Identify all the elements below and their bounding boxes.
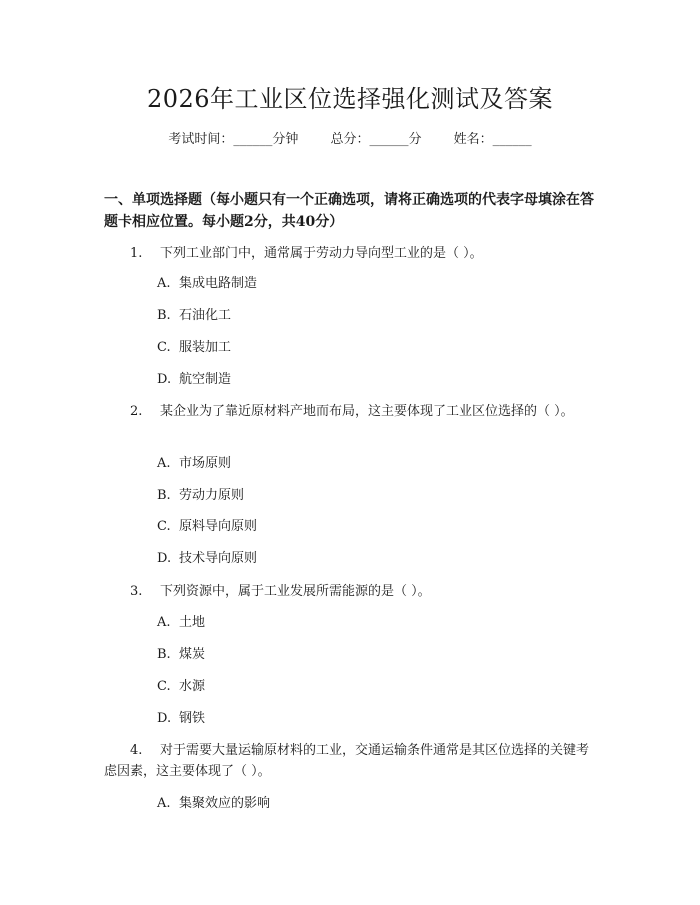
option-label: D. bbox=[157, 711, 172, 726]
exam-meta bbox=[0, 130, 700, 150]
option-4a bbox=[157, 794, 270, 814]
option-3b bbox=[157, 645, 205, 665]
question-text: 下列资源中，属于工业发展所需能源的是（ ）。 bbox=[160, 584, 431, 599]
question-1 bbox=[104, 243, 598, 264]
option-text: 钢铁 bbox=[179, 711, 206, 726]
option-text: 市场原则 bbox=[179, 456, 232, 471]
exam-name: 姓名：______ bbox=[453, 132, 532, 147]
option-label: C. bbox=[157, 519, 171, 534]
option-text: 集成电路制造 bbox=[179, 276, 258, 291]
option-label: A. bbox=[157, 456, 171, 471]
option-2b bbox=[157, 486, 244, 506]
question-number: 3. bbox=[130, 584, 143, 599]
question-text: 下列工业部门中，通常属于劳动力导向型工业的是（ ）。 bbox=[160, 246, 483, 261]
question-2 bbox=[104, 401, 598, 422]
option-label: D. bbox=[157, 551, 172, 566]
option-text: 技术导向原则 bbox=[179, 551, 258, 566]
option-label: D. bbox=[157, 372, 172, 387]
option-text: 煤炭 bbox=[179, 647, 206, 662]
option-text: 航空制造 bbox=[179, 372, 232, 387]
option-text: 服装加工 bbox=[179, 340, 232, 355]
option-1a bbox=[157, 274, 257, 294]
option-1b bbox=[157, 306, 231, 326]
option-2d bbox=[157, 549, 257, 569]
option-label: B. bbox=[157, 647, 171, 662]
option-2c bbox=[157, 517, 257, 537]
option-text: 劳动力原则 bbox=[179, 488, 245, 503]
option-text: 土地 bbox=[179, 615, 206, 630]
option-label: C. bbox=[157, 679, 171, 694]
question-text: 某企业为了靠近原材料产地而布局，这主要体现了工业区位选择的（ ）。 bbox=[160, 404, 574, 419]
option-label: A. bbox=[157, 796, 171, 811]
question-3 bbox=[104, 581, 598, 602]
option-1c bbox=[157, 338, 231, 358]
exam-score: 总分：______分 bbox=[330, 132, 422, 147]
option-text: 集聚效应的影响 bbox=[179, 796, 271, 811]
option-text: 石油化工 bbox=[179, 308, 232, 323]
option-label: A. bbox=[157, 615, 171, 630]
section-heading: 一、单项选择题（每小题只有一个正确选项，请将正确选项的代表字母填涂在答题卡相应位置。每小题2分，共40分） bbox=[104, 192, 594, 230]
option-text: 水源 bbox=[179, 679, 206, 694]
option-3c bbox=[157, 677, 205, 697]
question-number: 1. bbox=[130, 246, 143, 261]
exam-time: 考试时间：______分钟 bbox=[168, 132, 299, 147]
option-1d bbox=[157, 370, 231, 390]
option-label: C. bbox=[157, 340, 171, 355]
option-2a bbox=[157, 454, 231, 474]
question-number: 4. bbox=[130, 743, 143, 758]
document-title: 2026年工业区位选择强化测试及答案 bbox=[146, 85, 554, 113]
option-3d bbox=[157, 709, 205, 729]
option-label: A. bbox=[157, 276, 171, 291]
question-number: 2. bbox=[130, 404, 143, 419]
option-label: B. bbox=[157, 488, 171, 503]
question-text: 对于需要大量运输原材料的工业，交通运输条件通常是其区位选择的关键考虑因素，这主要体现了（ ）。 bbox=[104, 743, 590, 779]
option-text: 原料导向原则 bbox=[179, 519, 258, 534]
option-3a bbox=[157, 613, 205, 633]
question-4 bbox=[104, 740, 598, 782]
option-label: B. bbox=[157, 308, 171, 323]
